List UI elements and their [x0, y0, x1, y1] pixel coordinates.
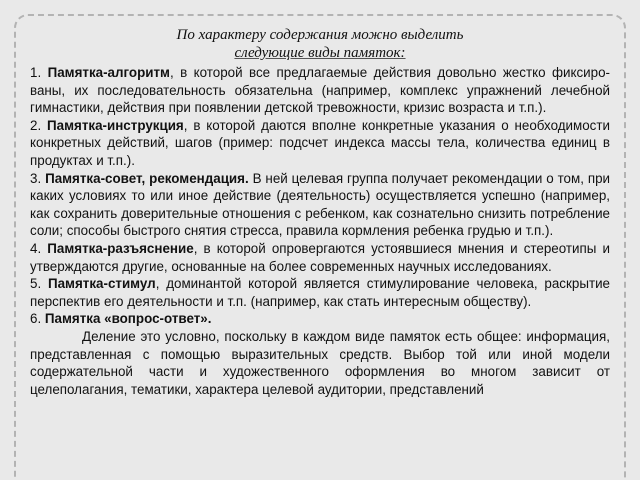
item-term: Памятка-алгоритм — [47, 65, 170, 80]
item-term: Памятка-совет, рекомендация. — [45, 170, 249, 186]
item-number: 4. — [30, 240, 42, 256]
item-term: Памятка «вопрос-ответ». — [44, 311, 212, 327]
list-item — [30, 275, 610, 310]
item-term: Памятка-разъяснение — [47, 240, 194, 256]
item-number: 1. — [30, 65, 42, 80]
title-line-2: следующие виды памяток: — [234, 45, 406, 61]
slide-content — [30, 26, 610, 398]
item-number: 3. — [30, 170, 42, 186]
body-paragraph: Деление это условно, поскольку в каждом виде памяток есть общее: информация, представленная с помощью выразительных средств. Выбор той или иной модели содержательной части и художественного оформления во многом зависит от целеполагания, тематики, характера целевой аудитории, представлений — [30, 328, 610, 397]
item-number: 6. — [30, 311, 42, 327]
item-number: 2. — [30, 117, 42, 133]
item-text: , в которой опровергаются устоявшиеся мнения и стереотипы и утверждаются другие, основанные на более современных научных исследованиях. — [30, 240, 610, 274]
item-text: , в которой даются вполне конкретные указания о необходимости конкретных действий, шагов (пример: подсчет индекса массы тела, количества единиц в продуктах и т.п.). — [30, 117, 610, 168]
item-text: В ней целевая группа получает рекомендации о том, при каких условиях то или иное действие (деятельность) осуществляется успешно (например, как сохранить доверительные отношения с ребенком, как сознательно снизить потребление соли; способы быстрого снятия стресса, правила кормления ребенка грудью и т.п.). — [30, 170, 610, 239]
list-item — [30, 170, 610, 240]
list-item — [30, 240, 610, 275]
item-text: , в которой все предлагаемые действия довольно жестко фиксиро-ваны, их последовательность обязательна (например, комплекс упражнений лечебной гимнастики, действия при появлении детской тревожности, кризис возраста и т.п.). — [30, 65, 610, 116]
list-item — [30, 64, 610, 117]
list-item — [30, 310, 610, 328]
item-term: Памятка-инструкция — [47, 117, 184, 133]
list-item — [30, 117, 610, 170]
title-line-1: По характеру содержания можно выделить — [176, 27, 464, 43]
item-term: Памятка-стимул — [47, 276, 156, 292]
item-number: 5. — [30, 276, 42, 292]
item-text: , доминантой которой является стимулирование человека, раскрытие перспектив его деятельности и т.п. (например, как стать интересным обществу). — [30, 276, 610, 309]
slide-title — [30, 26, 610, 62]
